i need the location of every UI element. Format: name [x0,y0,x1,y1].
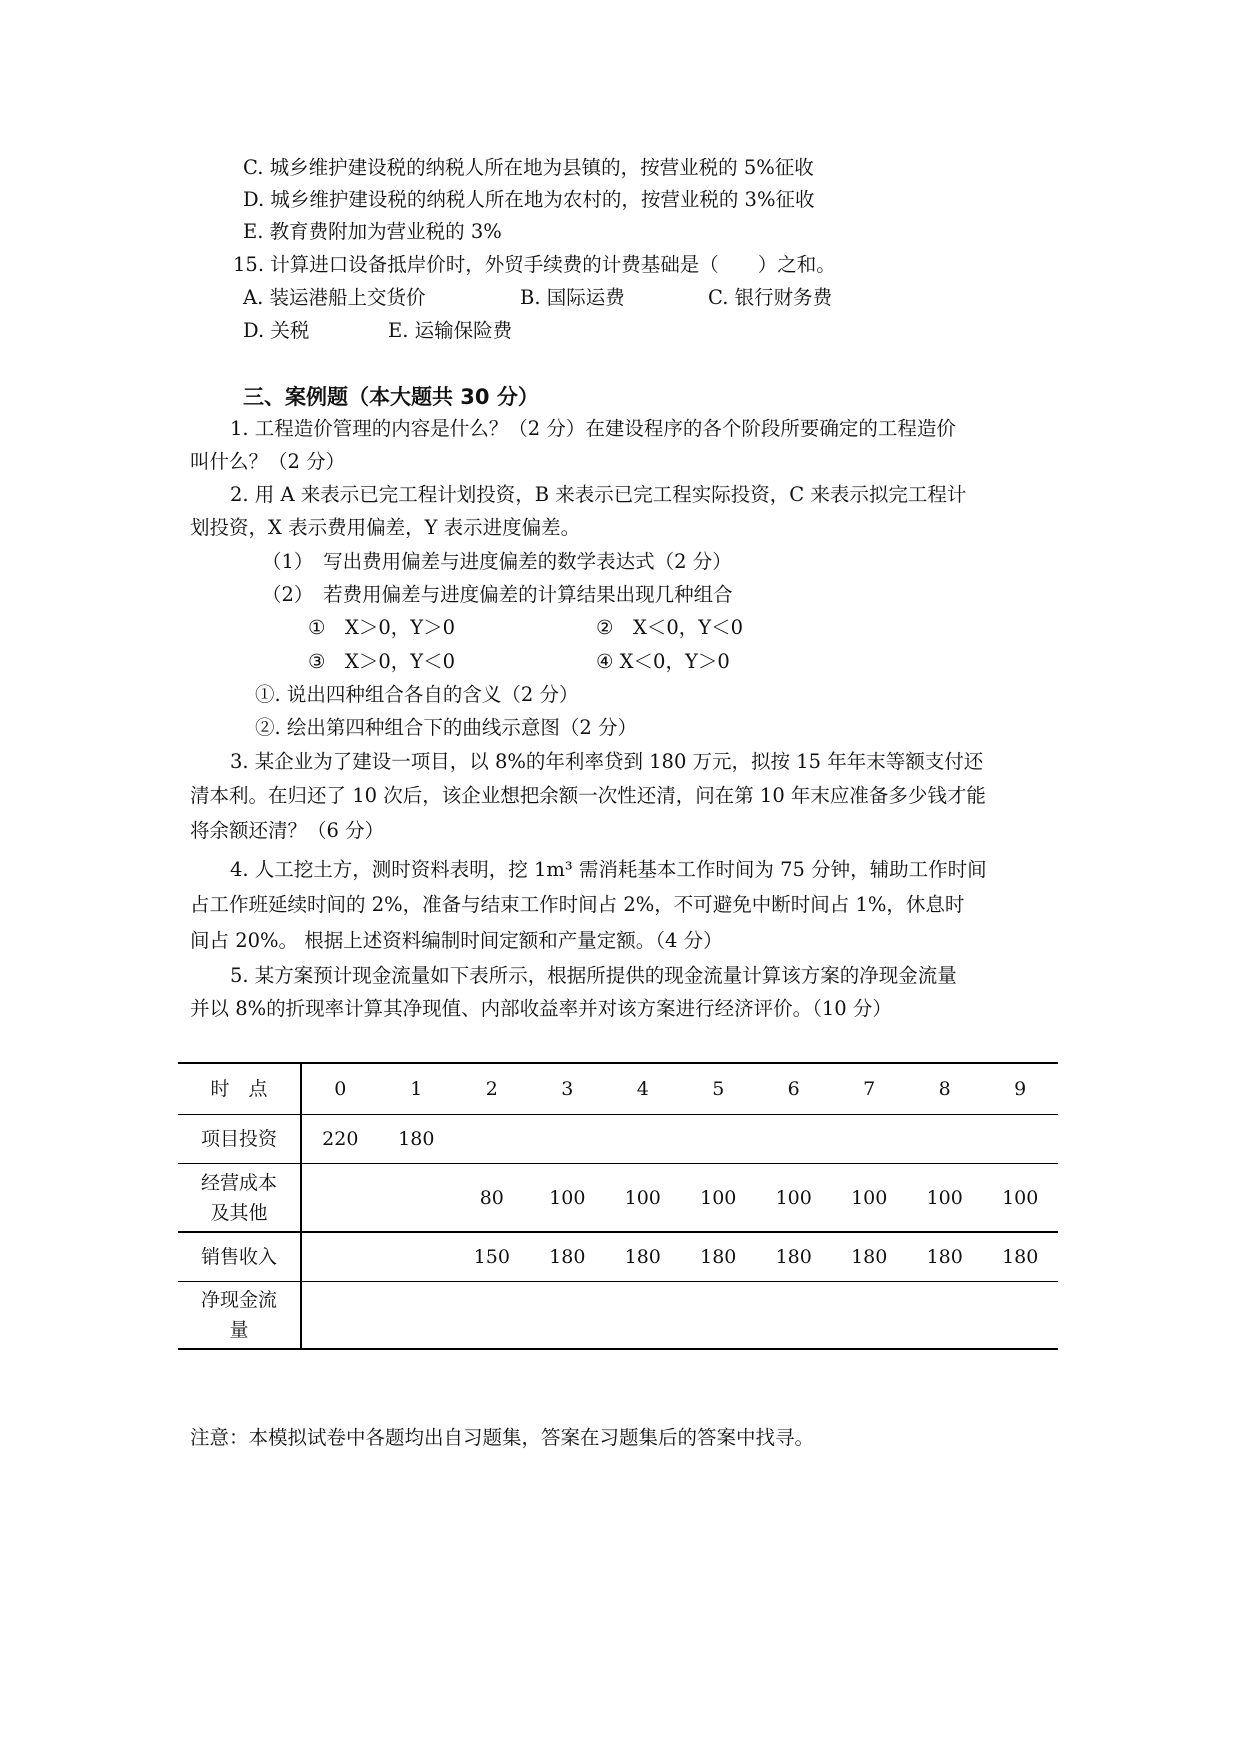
value-cell [756,1115,831,1164]
period-cell: 0 [301,1063,379,1115]
table-row-investment [178,1115,1058,1164]
q1-line-2: 叫什么？（2 分） [190,450,346,473]
value-cell: 80 [479,1186,504,1209]
value-cell [301,1232,379,1282]
value-cell [907,1115,982,1164]
value-cell [530,1282,605,1350]
value-cell [605,1115,680,1164]
q5-line-2: 并以 8%的折现率计算其净现值、内部收益率并对该方案进行经济评价。（10 分） [190,997,892,1020]
q15-option-b: B. 国际运费 [520,286,625,309]
option-c-line: C. 城乡维护建设税的纳税人所在地为县镇的，按营业税的 5%征收 [243,156,814,179]
value-cell [982,1282,1058,1350]
value-cell [605,1282,680,1350]
value-cell: 180 [549,1246,586,1268]
option-e-line: E. 教育费附加为营业税的 3% [243,220,502,243]
value-cell [379,1164,454,1233]
row-label-line-1: 经营成本 [200,1171,277,1194]
value-cell: 100 [700,1186,737,1209]
value-cell: 180 [700,1246,737,1268]
q4-line-1: 4. 人工挖土方，测时资料表明，挖 1m³ 需消耗基本工作时间为 75 分钟，辅助工作时间 [230,858,987,881]
q3-line-2: 清本利。在归还了 10 次后，该企业想把余额一次性还清，问在第 10 年末应准备多少钱才能 [190,784,986,807]
cash-flow-table [178,1062,1058,1350]
q15-option-a: A. 装运港船上交货价 [243,286,426,309]
period-cell: 5 [681,1063,756,1115]
value-cell [831,1282,906,1350]
value-cell [301,1282,379,1350]
value-cell: 100 [851,1186,888,1209]
value-cell [982,1115,1058,1164]
row-label [178,1164,301,1233]
value-cell: 180 [624,1246,661,1268]
row-label: 销售收入 [178,1232,301,1282]
q2-sub-3: ①. 说出四种组合各自的含义（2 分） [255,683,579,706]
q5-line-1: 5. 某方案预计现金流量如下表所示，根据所提供的现金流量计算该方案的净现金流量 [230,964,957,987]
period-cell: 4 [605,1063,680,1115]
value-cell: 100 [624,1186,661,1209]
period-cell: 8 [907,1063,982,1115]
value-cell: 100 [549,1186,586,1209]
value-cell [301,1164,379,1233]
value-cell [454,1115,529,1164]
q2-sub-4: ②. 绘出第四种组合下的曲线示意图（2 分） [255,716,638,739]
row-label-line-2: 量 [229,1319,249,1341]
value-cell: 180 [398,1128,435,1150]
row-label-line-1: 净现金流 [200,1289,277,1311]
combo-3: ③ X＞0，Y＜0 [308,650,456,673]
value-cell: 220 [322,1128,359,1150]
period-cell: 2 [454,1063,529,1115]
value-cell: 100 [926,1186,963,1209]
value-cell [530,1115,605,1164]
row-label [178,1282,301,1350]
q4-line-2: 占工作班延续时间的 2%，准备与结束工作时间占 2%，不可避免中断时间占 1%，休息时 [190,893,965,916]
value-cell [681,1282,756,1350]
value-cell: 180 [926,1246,963,1268]
value-cell [379,1282,454,1350]
period-cell: 3 [530,1063,605,1115]
q15-option-e: E. 运输保险费 [388,319,513,342]
combo-2: ② X＜0，Y＜0 [596,616,744,639]
q1-line-1: 1. 工程造价管理的内容是什么？（2 分）在建设程序的各个阶段所要确定的工程造价 [230,417,956,440]
q2-line-1: 2. 用 A 来表示已完工程计划投资，B 来表示已完工程实际投资，C 来表示拟完工程计 [230,483,967,506]
table-header-label: 时 点 [178,1063,301,1115]
value-cell: 150 [473,1246,510,1268]
value-cell: 100 [775,1186,812,1209]
period-cell: 9 [982,1063,1058,1115]
value-cell [907,1282,982,1350]
value-cell: 180 [1002,1246,1039,1268]
q3-line-3: 将余额还清？（6 分） [190,819,385,842]
value-cell: 100 [1002,1186,1039,1209]
q3-line-1: 3. 某企业为了建设一项目，以 8%的年利率贷到 180 万元，拟按 15 年年末等额支付还 [230,750,984,773]
q2-line-2: 划投资，X 表示费用偏差，Y 表示进度偏差。 [190,516,581,539]
table-row-net-cash-flow [178,1282,1058,1350]
footer-note: 注意：本模拟试卷中各题均出自习题集，答案在习题集后的答案中找寻。 [190,1426,815,1449]
combo-4: ④ X＜0，Y＞0 [596,650,730,673]
value-cell [681,1115,756,1164]
row-label-line-2: 及其他 [210,1201,268,1224]
value-cell: 180 [775,1246,812,1268]
row-label: 项目投资 [178,1115,301,1164]
option-d-line: D. 城乡维护建设税的纳税人所在地为农村的，按营业税的 3%征收 [243,188,815,211]
period-cell: 7 [831,1063,906,1115]
value-cell [831,1115,906,1164]
period-cell: 6 [756,1063,831,1115]
table-row-operating-cost [178,1164,1058,1233]
value-cell [454,1282,529,1350]
value-cell [756,1282,831,1350]
q15-option-c: C. 银行财务费 [708,286,833,309]
section-title: 三、案例题（本大题共 30 分） [243,385,539,409]
q2-sub-1: （1） 写出费用偏差与进度偏差的数学表达式（2 分） [262,550,732,573]
question-15: 15. 计算进口设备抵岸价时，外贸手续费的计费基础是（ ）之和。 [233,253,836,276]
value-cell: 180 [851,1246,888,1268]
q2-sub-2: （2） 若费用偏差与进度偏差的计算结果出现几种组合 [262,583,733,606]
period-cell: 1 [379,1063,454,1115]
combo-1: ① X＞0，Y＞0 [308,616,456,639]
table-row-sales [178,1232,1058,1282]
table-header-row [178,1063,1058,1115]
q4-line-3: 间占 20%。 根据上述资料编制时间定额和产量定额。（4 分） [190,929,723,952]
value-cell [379,1232,454,1282]
q15-option-d: D. 关税 [243,319,310,342]
